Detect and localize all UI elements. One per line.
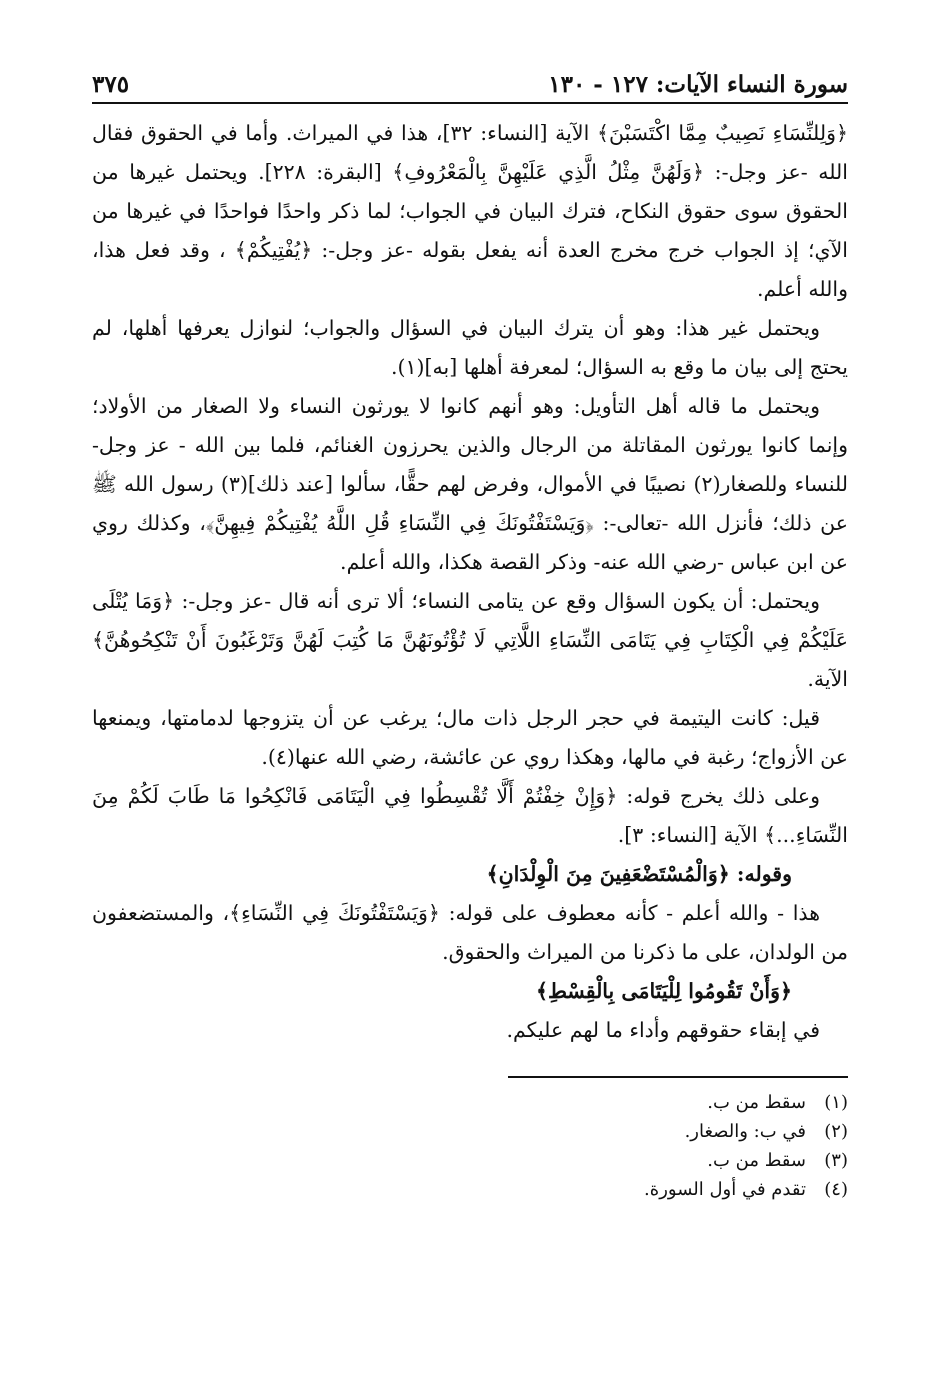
verse-heading-2: ﴿وَأَنْ تَقُومُوا لِلْيَتَامَى بِالْقِسْطِ﴾ — [535, 979, 792, 1003]
paragraph-5: قيل: كانت اليتيمة في حجر الرجل ذات مال؛ يرغب عن أن يتزوجها لدمامتها، ويمنعها عن الأزواج؛ رغبة في مالها، وهكذا روي عن عائشة، رضي الله عنها(٤). — [92, 706, 848, 769]
footnote — [92, 1117, 848, 1146]
paragraph-1: ﴿وَلِلنِّسَاءِ نَصِيبٌ مِمَّا اكْتَسَبْنَ﴾ الآية [النساء: ٣٢]، هذا في الميراث. وأما في الحقوق فقال الله -عز وجل-: ﴿وَلَهُنَّ مِثْلُ الَّذِي عَلَيْهِنَّ بِالْمَعْرُوفِ﴾ [البقرة: ٢٢٨]. ويحتمل غيرها من الحقوق سوى حقوق النكاح، فترك البيان في الجواب؛ لما ذكر واحدًا فواحدًا في غيرها من الآي؛ إذ الجواب خرج مخرج العدة أنه يفعل بقوله -عز وجل-: ﴿يُفْتِيكُمْ﴾ ، وقد فعل هذا، والله أعلم. — [92, 121, 848, 301]
footnote — [92, 1175, 848, 1204]
paragraph-7: هذا - والله أعلم - كأنه معطوف على قوله: ﴿وَيَسْتَفْتُونَكَ فِي النِّسَاءِ﴾، والمستضعفون من الولدان، على ما ذكرنا من الميراث والحقوق. — [92, 901, 848, 964]
footnote — [92, 1146, 848, 1175]
footnote-number: (٣) — [824, 1150, 848, 1171]
footnote — [92, 1088, 848, 1117]
paragraph-6: وعلى ذلك يخرج قوله: ﴿وَإِنْ خِفْتُمْ أَلَّا تُقْسِطُوا فِي الْيَتَامَى فَانْكِحُوا مَا طَابَ لَكُمْ مِنَ النِّسَاءِ...﴾ الآية [النساء: ٣]. — [92, 784, 848, 847]
footnote-number: (٢) — [824, 1121, 848, 1142]
paragraph-3: ويحتمل ما قاله أهل التأويل: وهو أنهم كانوا لا يورثون النساء ولا الصغار من الأولاد؛ وإنما كانوا يورثون المقاتلة من الرجال والذين يحرزون الغنائم، فلما بين الله - عز وجل- للنساء وللصغار(٢) نصيبًا في الأموال، وفرض لهم حقًّا، سألوا [عند ذلك](٣) رسول الله ﷺ عن ذلك؛ فأنزل الله -تعالى-: ﴿وَيَسْتَفْتُونَكَ فِي النِّسَاءِ قُلِ اللَّهُ يُفْتِيكُمْ فِيهِنَّ﴾، وكذلك روي عن ابن عباس -رضي الله عنه- وذكر القصة هكذا، والله أعلم. — [92, 394, 848, 574]
footnote-text: سقط من ب. — [707, 1092, 806, 1113]
paragraph-4: ويحتمل: أن يكون السؤال وقع عن يتامى النساء؛ ألا ترى أنه قال -عز وجل-: ﴿وَمَا يُتْلَى عَلَيْكُمْ فِي الْكِتَابِ فِي يَتَامَى النِّسَاءِ اللَّاتِي لَا تُؤْتُونَهُنَّ مَا كُتِبَ لَهُنَّ وَتَرْغَبُونَ أَنْ تَنْكِحُوهُنَّ﴾ الآية. — [92, 589, 848, 691]
paragraph-2: ويحتمل غير هذا: وهو أن يترك البيان في السؤال والجواب؛ لنوازل يعرفها أهلها، لم يحتج إلى بيان ما وقع به السؤال؛ لمعرفة أهلها [به](١). — [92, 316, 848, 379]
verse-heading-1: وقوله: ﴿وَالْمُسْتَضْعَفِينَ مِنَ الْوِلْدَانِ﴾ — [486, 862, 792, 886]
footnote-number: (٤) — [824, 1179, 848, 1200]
footnote-number: (١) — [824, 1092, 848, 1113]
paragraph-8: في إبقاء حقوقهم وأداء ما لهم عليكم. — [506, 1018, 820, 1042]
header-title: سورة النساء الآيات: ١٢٧ - ١٣٠ — [548, 71, 848, 98]
page — [92, 58, 848, 1358]
footnote-text: سقط من ب. — [707, 1150, 806, 1171]
footnotes — [92, 1088, 848, 1204]
footnote-divider — [508, 1076, 848, 1078]
running-header — [92, 58, 848, 104]
footnote-text: في ب: والصغار. — [684, 1121, 806, 1142]
page-number: ٣٧٥ — [92, 71, 130, 98]
body-text — [92, 114, 848, 1050]
footnote-text: تقدم في أول السورة. — [644, 1179, 806, 1200]
